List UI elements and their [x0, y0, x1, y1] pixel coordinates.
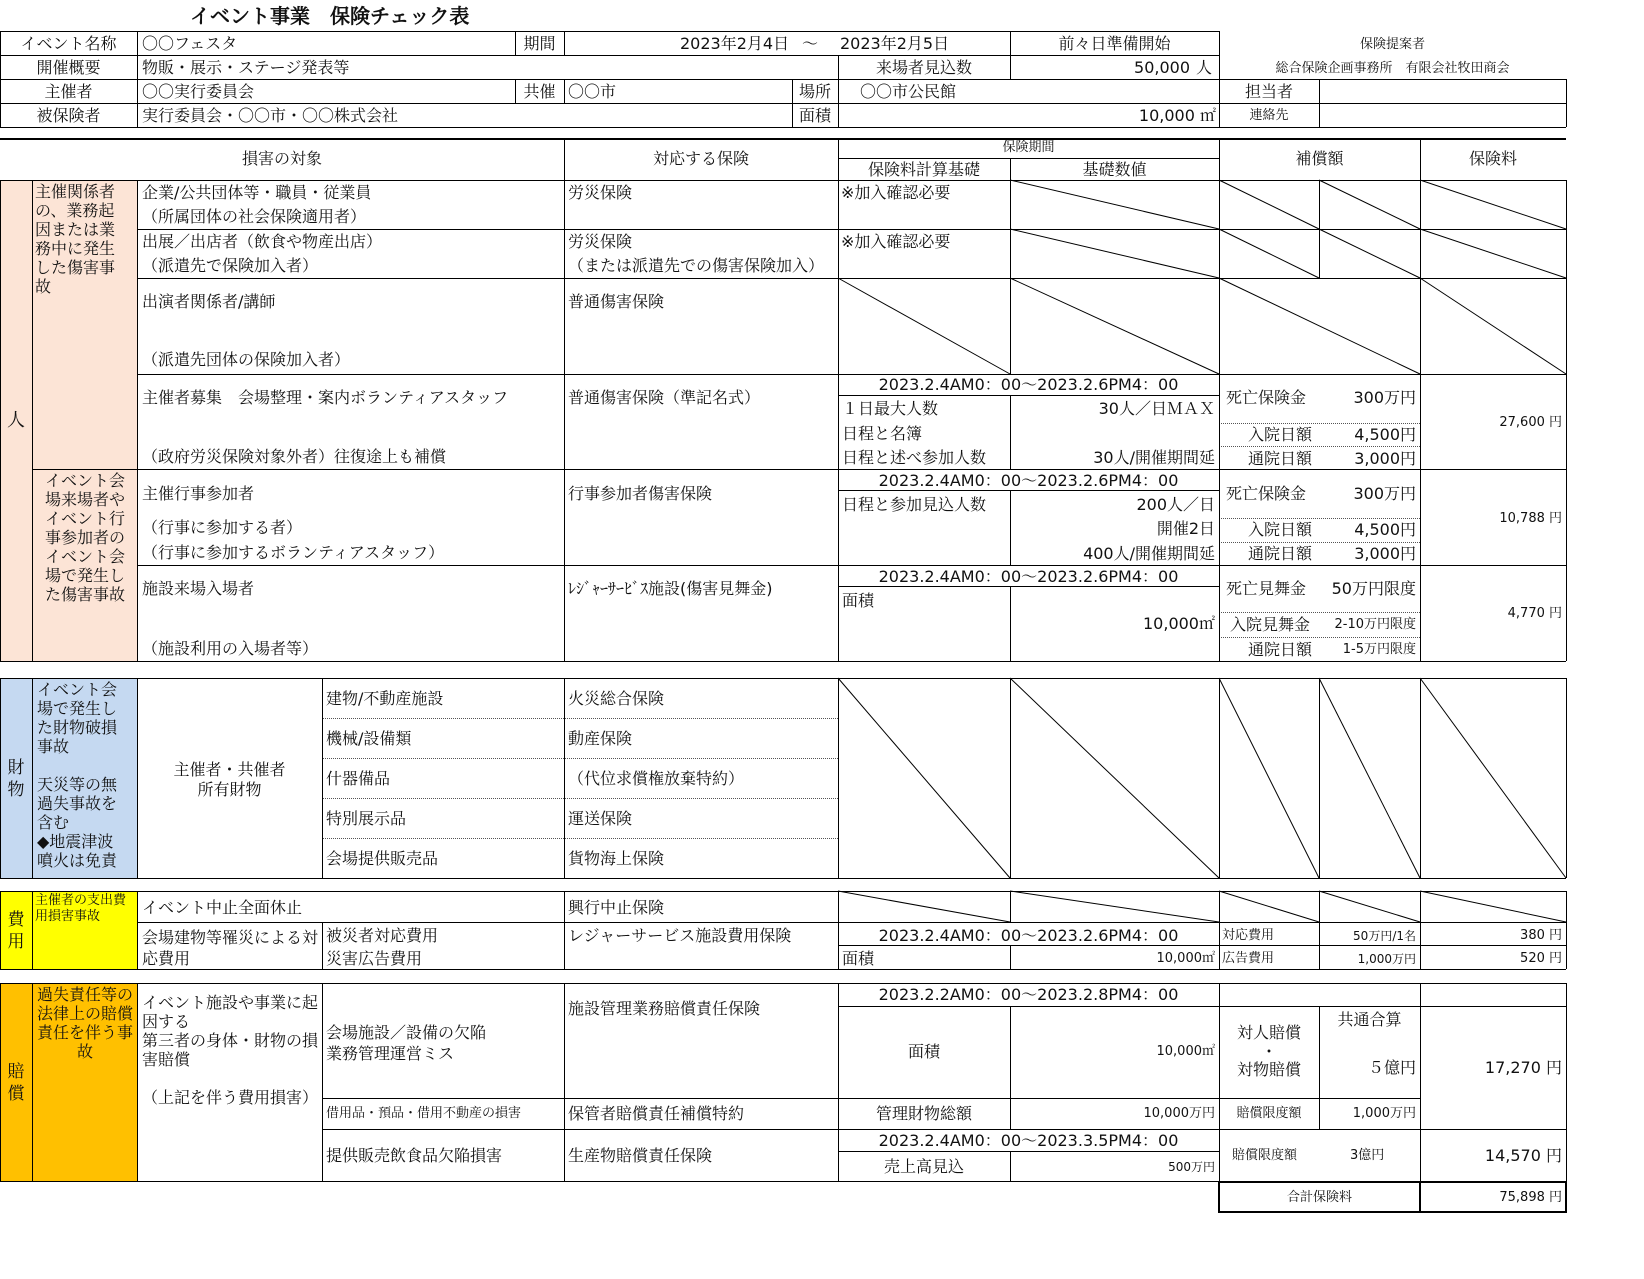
ex-r2-b: 面積: [842, 949, 875, 968]
li-r3-v: 500万円: [1168, 1160, 1215, 1174]
period-end: 2023年2月5日: [840, 34, 950, 53]
total-label: 合計保険料: [1286, 1190, 1352, 1205]
p-r4-c3v: 3,000円: [1354, 449, 1416, 468]
col-compensation: 補償額: [1295, 149, 1344, 168]
p-r5-ins: 行事参加者傷害保険: [568, 484, 713, 503]
p-r6-c1v: 50万円限度: [1331, 579, 1416, 598]
p-r5-t1: 主催行事参加者: [142, 484, 255, 503]
pr-item1-ins: 火災総合保険: [568, 689, 665, 708]
p-r4-v3: 30人/開催期間延: [1093, 448, 1215, 467]
p-r4-c1l: 死亡保険金: [1226, 388, 1307, 407]
p-r4-c1v: 300万円: [1353, 388, 1416, 407]
category-expense: 費用: [7, 910, 25, 952]
pr-item3-target: 什器備品: [326, 769, 391, 788]
cohost-label: 共催: [523, 82, 556, 101]
li-r3-period: 2023.2.4AM0：00～2023.3.5PM4：00: [878, 1131, 1179, 1150]
visitors: 50,000: [1134, 58, 1190, 77]
p-r6-period: 2023.2.4AM0：00～2023.2.6PM4：00: [878, 567, 1179, 586]
ex-r2-period: 2023.2.4AM0：00～2023.2.6PM4：00: [878, 926, 1179, 945]
organizer: 〇〇実行委員会: [142, 82, 255, 101]
p-r4-ins: 普通傷害保険（準記名式）: [568, 388, 761, 407]
prep-note: 前々日準備開始: [1058, 34, 1171, 53]
li-r1-c2: ・: [1260, 1042, 1277, 1061]
ex-r2-c1v: 50万円/1名: [1353, 929, 1416, 943]
staff-label: 担当者: [1244, 82, 1293, 101]
period-label: 期間: [523, 34, 556, 53]
ex-r2-c2v: 1,000万円: [1357, 952, 1416, 966]
li-r3-i: 提供販売飲食品欠陥損害: [326, 1146, 503, 1165]
col-basis-value: 基礎数値: [1082, 160, 1147, 179]
p-r3-ins: 普通傷害保険: [568, 292, 665, 311]
p-r5-c1v: 300万円: [1353, 484, 1416, 503]
p-r5-t3: （行事に参加するボランティアスタッフ）: [142, 543, 445, 562]
pr-item3-ins: （代位求償権放棄特約）: [568, 769, 745, 788]
li-r2-cv: 1,000万円: [1352, 1106, 1416, 1121]
p-r5-t2: （行事に参加する者）: [142, 518, 303, 537]
organizer-label: 主催者: [44, 82, 93, 101]
p-r1-ins: 労災保険: [568, 183, 633, 202]
visitors-label: 来場者見込数: [875, 58, 972, 77]
li-r3-prem: 14,570 円: [1484, 1146, 1562, 1165]
event-name-label: イベント名称: [20, 34, 117, 53]
p-r5-c1l: 死亡保険金: [1226, 484, 1307, 503]
li-r3-cl: 賠償限度額: [1232, 1148, 1298, 1163]
property-sub: イベント会場で発生した財物破損事故 天災等の無過失事故を含む ◆地震津波噴火は免責: [37, 680, 118, 870]
p-r2-ins1: 労災保険: [568, 232, 633, 251]
li-r1-prem: 17,270 円: [1484, 1058, 1562, 1077]
li-r2-ins: 保管者賠償責任補償特約: [568, 1104, 745, 1123]
li-r2-v: 10,000万円: [1143, 1106, 1215, 1121]
period-start: 2023年2月4日: [680, 34, 790, 53]
p-r4-c2l: 入院日額: [1248, 425, 1313, 444]
li-r2-cl: 賠償限度額: [1236, 1106, 1302, 1121]
p-r6-ins: ﾚｼﾞｬｰｻｰﾋﾞｽ施設(傷害見舞金): [568, 579, 773, 598]
li-r1-v: 10,000㎡: [1156, 1044, 1215, 1059]
period-sep: ～: [802, 34, 819, 53]
p-r6-t1: 施設来場入場者: [142, 579, 255, 598]
p-r5-v1: 200人／日: [1136, 495, 1215, 514]
pr-item4-target: 特別展示品: [326, 809, 407, 828]
li-t1: イベント施設や事業に起因する 第三者の身体・財物の損害賠償 （上記を伴う費用損害）: [142, 993, 319, 1107]
p-r6-v1: 10,000㎡: [1143, 614, 1215, 633]
ex-r2-ins: レジャーサービス施設費用保険: [568, 926, 792, 945]
li-r1-cv1: 共通合算: [1337, 1010, 1402, 1029]
p-r4-b3: 日程と述べ参加人数: [842, 448, 987, 467]
total-value: 75,898 円: [1499, 1190, 1562, 1205]
col-premium: 保険料: [1468, 149, 1517, 168]
pr-item5-ins: 貨物海上保険: [568, 849, 665, 868]
li-r3-ins: 生産物賠償責任保険: [568, 1146, 713, 1165]
col-basis: 保険料計算基礎: [867, 160, 980, 179]
p-r5-c3l: 通院日額: [1248, 544, 1313, 563]
visitors-unit: 人: [1196, 58, 1213, 77]
li-r1-i: 会場施設／設備の欠陥 業務管理運営ミス: [326, 1023, 487, 1063]
col-period: 保険期間: [1002, 140, 1055, 155]
p-r5-c3v: 3,000円: [1354, 544, 1416, 563]
p-r4-c3l: 通院日額: [1248, 449, 1313, 468]
p-r5-c2l: 入院日額: [1248, 520, 1313, 539]
p-r4-t1: 主催者募集 会場整理・案内ボランティアスタッフ: [142, 388, 509, 407]
p-r6-c2v: 2-10万円限度: [1334, 617, 1416, 632]
liability-sub: 過失責任等の法律上の賠償責任を伴う事故: [37, 985, 134, 1061]
col-target: 損害の対象: [241, 149, 322, 168]
p-r4-c2v: 4,500円: [1354, 425, 1416, 444]
pr-item1-target: 建物/不動産施設: [326, 689, 444, 708]
p-r6-prem: 4,770 円: [1507, 606, 1562, 621]
cohost: 〇〇市: [568, 82, 617, 101]
ex-r2-c1l: 対応費用: [1222, 928, 1275, 943]
ex-r2-v: 10,000㎡: [1156, 951, 1215, 966]
li-r3-cv: 3億円: [1350, 1148, 1385, 1163]
property-owner: 主催者・共催者 所有財物: [173, 760, 286, 799]
p-r5-c2v: 4,500円: [1354, 520, 1416, 539]
ex-r2-i2: 災害広告費用: [326, 949, 423, 968]
p-r4-prem: 27,600 円: [1499, 415, 1562, 430]
page-title: イベント事業 保険チェック表: [190, 4, 470, 28]
li-r1-c1: 対人賠償: [1236, 1023, 1301, 1042]
p-r4-v1: 30人／日ＭＡＸ: [1098, 399, 1215, 418]
overview-label: 開催概要: [36, 58, 101, 77]
ex-r2-i1: 被災者対応費用: [326, 926, 439, 945]
p-r5-period: 2023.2.4AM0：00～2023.2.6PM4：00: [878, 471, 1179, 490]
expense-sub: 主催者の支出費用損害事故: [35, 893, 127, 924]
p-r2-t2: （派遣先で保険加入者）: [142, 256, 319, 275]
insured-label: 被保険者: [36, 106, 101, 125]
col-insurance: 対応する保険: [652, 149, 749, 168]
p-r5-v3: 400人/開催期間延: [1083, 544, 1215, 563]
li-r1-cv2: ５億円: [1367, 1058, 1416, 1077]
contact-label: 連絡先: [1249, 108, 1289, 123]
p-r6-c3v: 1-5万円限度: [1342, 642, 1416, 657]
category-liability: 賠償: [7, 1062, 25, 1104]
ex-r1-ins: 興行中止保険: [568, 898, 665, 917]
person-sub2: イベント会場来場者やイベント行事参加者のイベント会場で発生した傷害事故: [44, 471, 125, 604]
place: 〇〇市公民館: [860, 82, 957, 101]
area: 10,000 ㎡: [1138, 106, 1216, 125]
p-r6-c3l: 通院日額: [1248, 640, 1313, 659]
p-r4-b2: 日程と名簿: [842, 424, 923, 443]
li-r1-ins: 施設管理業務賠償責任保険: [568, 999, 761, 1018]
li-r1-period: 2023.2.2AM0：00～2023.2.8PM4：00: [878, 985, 1179, 1004]
ex-r2-p2: 520 円: [1520, 951, 1562, 966]
ex-r2-t: 会場建物等罹災による対応費用: [142, 928, 319, 968]
proposer-label: 保険提案者: [1359, 37, 1425, 52]
category-property: 財物: [7, 758, 25, 800]
insured: 実行委員会・〇〇市・〇〇株式会社: [142, 106, 399, 125]
pr-item4-ins: 運送保険: [568, 809, 633, 828]
li-r3-b: 売上高見込: [883, 1157, 964, 1176]
li-r2-i: 借用品・預品・借用不動産の損害: [326, 1106, 522, 1121]
ex-r1-t: イベント中止全面休止: [142, 898, 303, 917]
p-r4-b1: １日最大人数: [842, 399, 939, 418]
area-label: 面積: [798, 106, 831, 125]
p-r5-b1: 日程と参加見込人数: [842, 495, 987, 514]
p-r6-c2l: 入院見舞金: [1230, 615, 1311, 634]
p-r5-v2: 開催2日: [1156, 519, 1215, 538]
overview: 物販・展示・ステージ発表等: [142, 58, 350, 77]
li-r1-b: 面積: [907, 1042, 940, 1061]
li-r1-c3: 対物賠償: [1236, 1060, 1301, 1079]
proposer: 総合保険企画事務所 有限会社牧田商会: [1275, 61, 1510, 76]
p-r1-t2: （所属団体の社会保険適用者）: [142, 207, 367, 226]
p-r6-c1l: 死亡見舞金: [1226, 579, 1307, 598]
ex-r2-c2l: 広告費用: [1222, 951, 1275, 966]
pr-item5-target: 会場提供販売品: [326, 849, 439, 868]
place-label: 場所: [798, 82, 831, 101]
category-person: 人: [7, 410, 25, 431]
p-r4-period: 2023.2.4AM0：00～2023.2.6PM4：00: [878, 375, 1179, 394]
event-name: 〇〇フェスタ: [142, 34, 238, 53]
ex-r2-p1: 380 円: [1520, 928, 1562, 943]
p-r2-note: ※加入確認必要: [841, 232, 951, 251]
p-r2-t1: 出展／出店者（飲食や物産出店）: [142, 232, 383, 251]
p-r3-t2: （派遣先団体の保険加入者）: [142, 350, 351, 369]
p-r6-b1: 面積: [842, 591, 875, 610]
pr-item2-target: 機械/設備類: [326, 729, 412, 748]
p-r6-t2: （施設利用の入場者等）: [142, 639, 319, 658]
li-r2-b: 管理財物総額: [875, 1104, 972, 1123]
p-r5-prem: 10,788 円: [1499, 511, 1562, 526]
p-r3-t1: 出演者関係者/講師: [142, 292, 276, 311]
p-r4-t2: （政府労災保険対象外者）往復途上も補償: [142, 447, 447, 466]
p-r2-ins2: （または派遣先での傷害保険加入）: [568, 256, 825, 275]
p-r1-t1: 企業/公共団体等・職員・従業員: [142, 183, 372, 202]
pr-item2-ins: 動産保険: [568, 729, 633, 748]
person-sub1: 主催関係者の、業務起因または業務中に発生した傷害事故: [35, 182, 116, 296]
p-r1-note: ※加入確認必要: [841, 183, 951, 202]
